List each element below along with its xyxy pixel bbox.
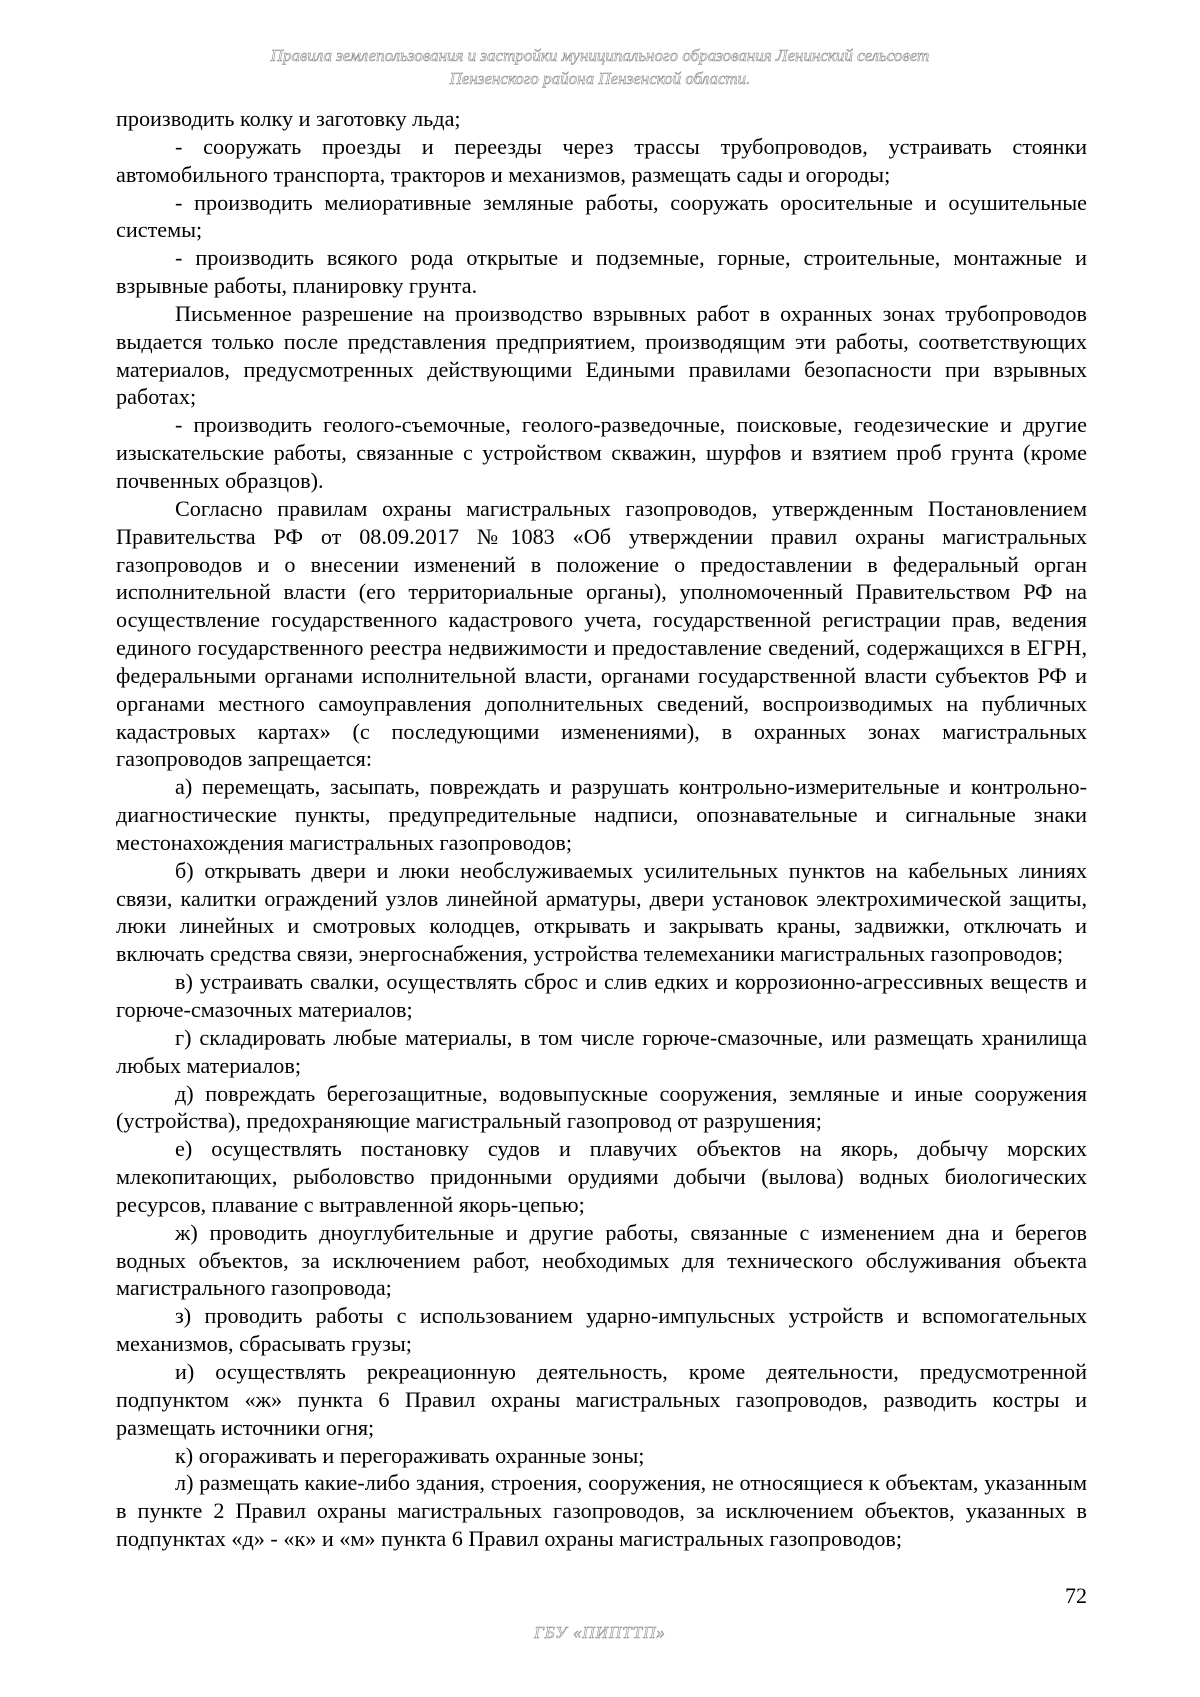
body-text — [116, 105, 1087, 1553]
list-item: з) проводить работы с использованием ударно-импульсных устройств и вспомогательных механизмов, сбрасывать грузы; — [116, 1303, 1087, 1357]
running-header — [140, 44, 1060, 90]
paragraph: Письменное разрешение на производство взрывных работ в охранных зонах трубопроводов выдается только после представления предприятием, производящим эти работы, соответствующих материалов, предусмотренных действующими Едиными правилами безопасности при взрывных работах; — [116, 300, 1087, 410]
list-item: в) устраивать свалки, осуществлять сброс и слив едких и коррозионно-агрессивных веществ и горюче-смазочных материалов; — [116, 969, 1087, 1022]
running-footer: ГБУ «ПИПТТП» — [534, 1623, 666, 1642]
list-item: д) повреждать берегозащитные, водовыпускные сооружения, земляные и иные сооружения (устройства), предохраняющие магистральный газопровод от разрушения; — [116, 1080, 1087, 1134]
list-item: г) складировать любые материалы, в том числе горюче-смазочные, или размещать хранилища любых материалов; — [116, 1024, 1087, 1078]
list-item: е) осуществлять постановку судов и плавучих объектов на якорь, добычу морских млекопитающих, рыболовство придонными орудиями добычи (вылова) водных биологических ресурсов, плавание с вытравленной якорь-цепью; — [116, 1136, 1087, 1217]
list-item: ж) проводить дноуглубительные и другие работы, связанные с изменением дна и берегов водных объектов, за исключением работ, необходимых для технического обслуживания объекта магистрального газопровода; — [116, 1219, 1087, 1301]
header-line-1: Правила землепользования и застройки муниципального образования Ленинский сельсовет — [270, 46, 930, 65]
list-item: и) осуществлять рекреационную деятельность, кроме деятельности, предусмотренной подпунктом «ж» пункта 6 Правил охраны магистральных газопроводов, разводить костры и размещать источники огня; — [116, 1358, 1087, 1440]
paragraph: - сооружать проезды и переезды через трассы трубопроводов, устраивать стоянки автомобильного транспорта, тракторов и механизмов, размещать сады и огороды; — [116, 133, 1087, 187]
paragraph: - производить всякого рода открытые и подземные, горные, строительные, монтажные и взрывные работы, планировку грунта. — [116, 245, 1087, 299]
header-line-2: Пензенского района Пензенской области. — [449, 69, 751, 88]
paragraph: - производить мелиоративные земляные работы, сооружать оросительные и осушительные системы; — [116, 189, 1087, 243]
list-item: б) открывать двери и люки необслуживаемых усилительных пунктов на кабельных линиях связи, калитки ограждений узлов линейной арматуры, двери установок электрохимической защиты, люки линейных и смотровых колодцев, открывать и закрывать краны, задвижки, отключать и включать средства связи, энергоснабжения, устройства телемеханики магистральных газопроводов; — [116, 857, 1087, 967]
page-number: 72 — [1065, 1583, 1087, 1608]
paragraph: Согласно правилам охраны магистральных газопроводов, утвержденным Постановлением Правительства РФ от 08.09.2017 №1083 «Об утверждении правил охраны магистральных газопроводов и о внесении изменений в положение о предоставлении в федеральный орган исполнительной власти (его территориальные органы), уполномоченный Правительством РФ на осуществление государственного кадастрового учета, государственной регистрации прав, ведения единого государственного реестра недвижимости и предоставление сведений, содержащихся в ЕГРН, федеральными органами исполнительной власти, органами государственной власти субъектов РФ и органами местного самоуправления дополнительных сведений, воспроизводимых на публичных кадастровых картах» (с последующими изменениями), в охранных зонах магистральных газопроводов запрещается: — [116, 495, 1087, 772]
list-item: а) перемещать, засыпать, повреждать и разрушать контрольно-измерительные и контрольно-диагностические пункты, предупредительные надписи, опознавательные и сигнальные знаки местонахождения магистральных газопроводов; — [116, 774, 1087, 855]
list-item: л) размещать какие-либо здания, строения, сооружения, не относящиеся к объектам, указанным в пункте 2 Правил охраны магистральных газопроводов, за исключением объектов, указанных в подпунктах «д» - «к» и «м» пункта 6 Правил охраны магистральных газопроводов; — [116, 1470, 1087, 1552]
list-item: к) огораживать и перегораживать охранные зоны; — [175, 1442, 645, 1468]
paragraph: - производить геолого-съемочные, геолого-разведочные, поисковые, геодезические и другие изыскательские работы, связанные с устройством скважин, шурфов и взятием проб грунта (кроме почвенных образцов). — [116, 412, 1087, 493]
paragraph: производить колку и заготовку льда; — [116, 106, 461, 131]
